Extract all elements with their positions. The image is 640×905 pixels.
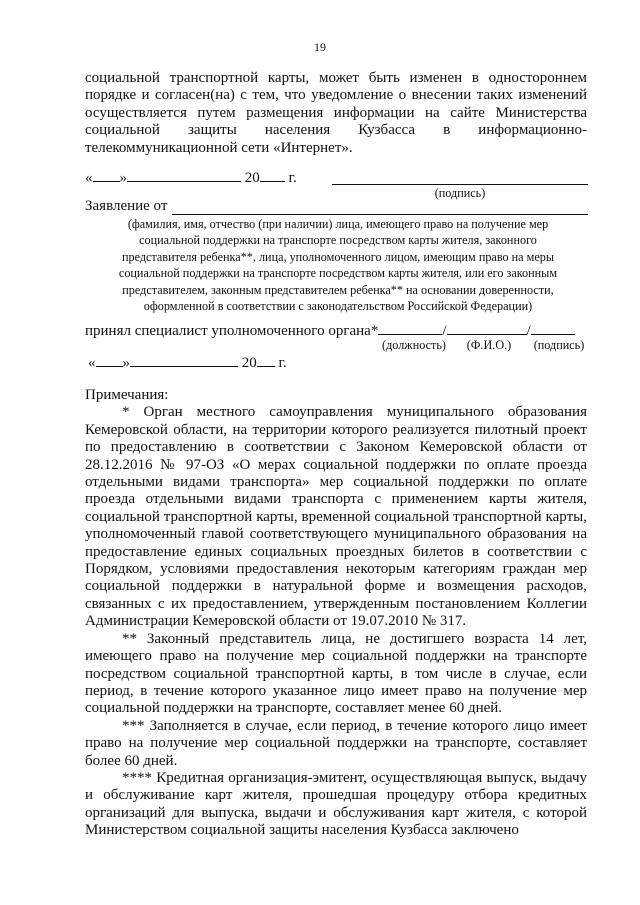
note-item: ** Законный представитель лица, не достигшего возраста 14 лет, имеющего право на получение мер социальной поддержки на транспорте посредством социальной транспортной карты, в том числе в случае, если период, в течение которого указанное лицо имеет право на получение мер социальной поддержки на транспорте, составляет менее 60 дней.	[85, 630, 587, 717]
applicant-caption: (фамилия, имя, отчество (при наличии) лица, имеющего право на получение мер социальной поддержки на транспорте посредством карты жителя, законного представителя ребенка**, лица, уполномоченного лицом, имеющим право на меры социальной поддержки на транспорте посредством карты жителя, или его законным представителем, законным представителем ребенка** на основании доверенности, оформленной в соответствии с законодательством Российской Федерации)	[118, 217, 558, 314]
position-blank[interactable]	[378, 322, 442, 335]
year2-suffix: г.	[278, 355, 287, 371]
accepted-by-label: принял специалист уполномоченного органа*	[85, 323, 379, 339]
date-close-quote: »	[119, 170, 127, 186]
date-field-1[interactable]	[85, 169, 297, 187]
separator-1: /	[442, 323, 447, 339]
note-item: *** Заполняется в случае, если период, в течение которого лицо имеет право на получение мер социальной поддержки на транспорте, составляет более 60 дней.	[85, 717, 587, 769]
year-prefix: 20	[244, 170, 260, 186]
year-suffix: г.	[288, 170, 297, 186]
day2-blank[interactable]	[96, 354, 123, 367]
intro-paragraph: социальной транспортной карты, может быть изменен в одностороннем порядке и согласен(на) с тем, что уведомление о внесении таких изменений осуществляется путем размещения информации на сайте Министерства социальной защиты населения Кузбасса в информационно-телекоммуникационной сети «Интернет».	[85, 70, 587, 156]
applicant-name-line[interactable]	[172, 214, 588, 215]
year2-blank[interactable]	[257, 354, 275, 367]
date-field-2[interactable]	[88, 354, 287, 372]
year2-prefix: 20	[241, 355, 257, 371]
note-item: * Орган местного самоуправления муниципального образования Кемеровской области, на территории которого реализуется пилотный проект по предоставлению в соответствии с Законом Кемеровской области от 28.12.2016 № 97-ОЗ «О мерах социальной поддержки по оплате проезда отдельными видами транспорта» мер социальной поддержки по оплате проезда отдельными видами транспорта с применением карты жителя, социальной транспортной карты, временной социальной транспортной карты, уполномоченный главой соответствующего муниципального образования на предоставление единых социальных проездных билетов в соответствии с Порядком, условиями предоставления некоторым категориям граждан мер социальной поддержки в натуральной форме и возмещения расходов, связанных с их предоставлением, утвержденным постановлением Коллегии Администрации Кемеровской области от 19.07.2010 № 317.	[85, 404, 587, 630]
day-blank[interactable]	[93, 169, 120, 182]
note-item: **** Кредитная организация-эмитент, осуществляющая выпуск, выдачу и обслуживание карт жителя, прошедшая процедуру отбора кредитных организаций для выпуска, выдачи и обслуживания карт жителя, с которой Министерством социальной защиты населения Кузбасса заключено	[85, 769, 587, 839]
year-blank[interactable]	[260, 169, 285, 182]
notes-title: Примечания:	[85, 387, 169, 403]
month2-blank[interactable]	[130, 354, 238, 367]
signature-blank[interactable]	[531, 322, 575, 335]
application-from-label: Заявление от	[85, 198, 168, 214]
fio-blank[interactable]	[447, 322, 527, 335]
notes-section	[85, 387, 587, 840]
signature-caption-2: (подпись)	[533, 338, 585, 352]
date2-open-quote: «	[88, 355, 96, 371]
fio-caption: (Ф.И.О.)	[466, 338, 512, 352]
page-number: 19	[314, 40, 326, 54]
month-blank[interactable]	[127, 169, 241, 182]
date-open-quote: «	[85, 170, 93, 186]
position-caption: (должность)	[382, 338, 446, 352]
signature-caption: (подпись)	[434, 186, 486, 200]
separator-2: /	[526, 323, 531, 339]
date2-close-quote: »	[122, 355, 130, 371]
